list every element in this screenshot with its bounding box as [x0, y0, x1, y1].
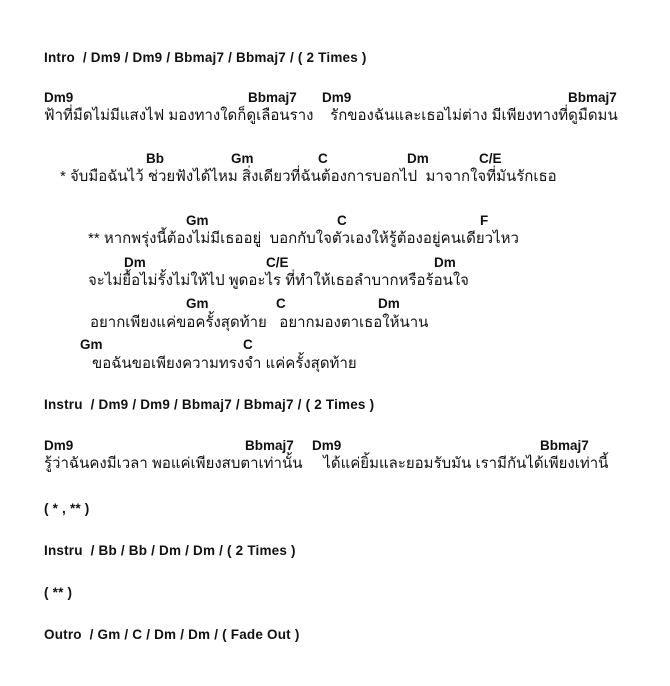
- pre-chorus-chords-chord: Gm: [231, 151, 254, 166]
- verse2-chords-chord: Bbmaj7: [540, 438, 589, 453]
- chorus-chords-1-chord: F: [480, 213, 489, 228]
- chorus-chords-3-chord: C: [276, 296, 286, 311]
- verse2-chords-chord: Dm9: [312, 438, 342, 453]
- pre-chorus-chords-chord: C: [318, 151, 328, 166]
- chorus-chords-3-chord: Gm: [186, 296, 209, 311]
- chorus-chords-1-chord: C: [337, 213, 347, 228]
- verse2-chords-chord: Dm9: [44, 438, 74, 453]
- instru-line-1: Instru / Dm9 / Dm9 / Bbmaj7 / Bbmaj7 / ( 2 Times ): [44, 397, 375, 412]
- intro-line: Intro / Dm9 / Dm9 / Bbmaj7 / Bbmaj7 / ( 2 Times ): [44, 50, 367, 65]
- chorus-chords-1-chord: Gm: [186, 213, 209, 228]
- verse1-chords-chord: Bbmaj7: [248, 90, 297, 105]
- verse1-chords-chord: Bbmaj7: [568, 90, 617, 105]
- verse2-lyric: รู้ว่าฉันคงมีเวลา พอแค่เพียงสบตาเท่านั้น ได้แค่ยิ้มและยอมรับมัน เรามีกันได้เพียงเท่านี้: [44, 455, 609, 472]
- chorus-chords-4-chord: C: [243, 337, 253, 352]
- chorus-lyric-3: อยากเพียงแค่ขอครั้งสุดท้าย อยากมองตาเธอให้นาน: [90, 314, 429, 331]
- repeat-line-2: ( ** ): [44, 585, 73, 600]
- verse1-chords-chord: Dm9: [44, 90, 74, 105]
- pre-chorus-lyric: * จับมือฉันไว้ ช่วยฟังได้ไหม สิ่งเดียวที่ฉันต้องการบอกไป มาจากใจที่มันรักเธอ: [60, 168, 557, 185]
- chorus-lyric-4: ขอฉันขอเพียงความทรงจำ แค่ครั้งสุดท้าย: [92, 355, 357, 372]
- pre-chorus-chords-chord: C/E: [479, 151, 502, 166]
- instru-line-2: Instru / Bb / Bb / Dm / Dm / ( 2 Times ): [44, 543, 296, 558]
- chorus-chords-2-chord: Dm: [434, 255, 456, 270]
- verse1-lyric: ฟ้าที่มืดไม่มีแสงไฟ มองทางใดก็ดูเลือนราง รักของฉันและเธอไม่ต่าง มีเพียงทางที่ดูมืดมน: [44, 107, 618, 124]
- verse1-chords-chord: Dm9: [322, 90, 352, 105]
- verse2-chords-chord: Bbmaj7: [245, 438, 294, 453]
- outro-line: Outro / Gm / C / Dm / Dm / ( Fade Out ): [44, 627, 300, 642]
- chorus-chords-2-chord: C/E: [266, 255, 289, 270]
- pre-chorus-chords-chord: Bb: [146, 151, 164, 166]
- chorus-chords-3-chord: Dm: [378, 296, 400, 311]
- chorus-chords-4-chord: Gm: [80, 337, 103, 352]
- pre-chorus-chords-chord: Dm: [407, 151, 429, 166]
- repeat-line-1: ( * , ** ): [44, 501, 90, 516]
- chorus-lyric-1: ** หากพรุ่งนี้ต้องไม่มีเธออยู่ บอกกับใจตัวเองให้รู้ต้องอยู่คนเดียวไหว: [88, 230, 519, 247]
- chorus-lyric-2: จะไม่ยื้อไม่รั้งไม่ให้ไป พูดอะไร ที่ทำให้เธอลำบากหรือร้อนใจ: [88, 272, 469, 289]
- chorus-chords-2-chord: Dm: [124, 255, 146, 270]
